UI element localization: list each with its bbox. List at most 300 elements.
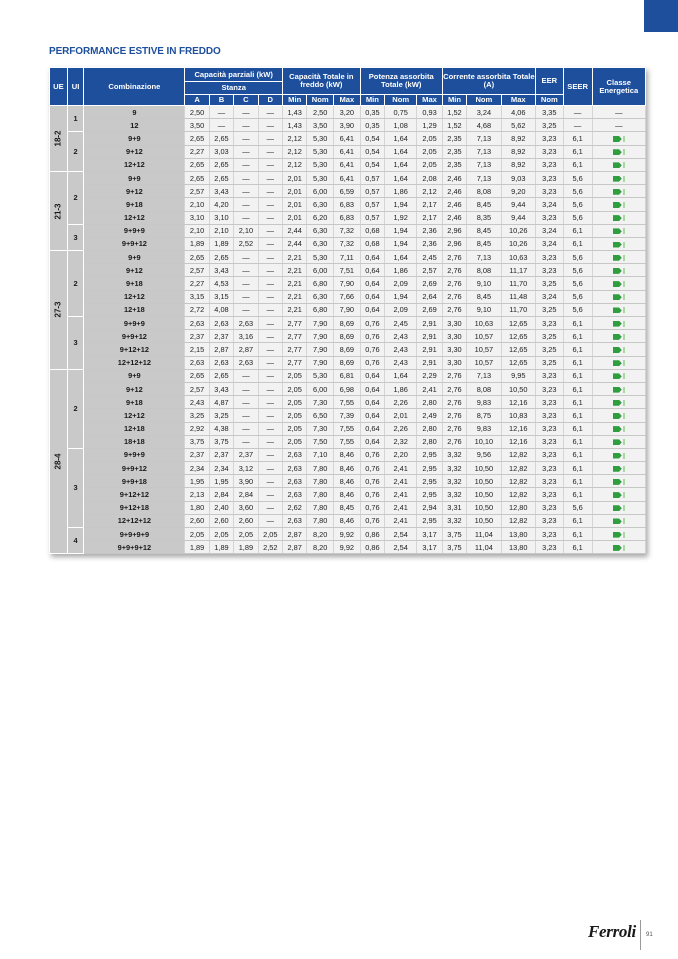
value-cell: 3,15 <box>185 290 209 303</box>
classe-energetica-cell <box>592 264 645 277</box>
value-cell: 7,13 <box>467 132 501 145</box>
value-cell: — <box>234 409 258 422</box>
header-classe-energetica: Classe Energetica <box>592 68 645 106</box>
classe-energetica-cell <box>592 528 645 541</box>
value-cell: 6,30 <box>307 237 334 250</box>
value-cell: 8,45 <box>334 501 361 514</box>
page-title: PERFORMANCE ESTIVE IN FREDDO <box>49 46 221 57</box>
classe-energetica-cell <box>592 251 645 264</box>
value-cell: 9,56 <box>467 448 501 461</box>
value-cell: 2,52 <box>234 237 258 250</box>
value-cell: 6,83 <box>334 198 361 211</box>
value-cell: 12,82 <box>501 488 535 501</box>
value-cell: 10,50 <box>467 462 501 475</box>
value-cell: 6,41 <box>334 158 361 171</box>
value-cell: 6,1 <box>563 369 592 382</box>
value-cell: 2,64 <box>417 290 443 303</box>
value-cell: 0,57 <box>360 171 384 184</box>
value-cell: 2,96 <box>442 237 466 250</box>
table-row <box>50 211 646 224</box>
value-cell: 8,92 <box>501 132 535 145</box>
classe-energetica-cell <box>592 541 645 554</box>
value-cell: 2,40 <box>209 501 233 514</box>
ui-count-cell: 1 <box>67 106 84 132</box>
value-cell: 9,10 <box>467 277 501 290</box>
value-cell: 0,54 <box>360 145 384 158</box>
value-cell: 2,05 <box>283 369 307 382</box>
header-cor-nom: Nom <box>467 95 501 106</box>
classe-energetica-cell <box>592 132 645 145</box>
value-cell: 2,41 <box>385 488 417 501</box>
value-cell: 2,72 <box>185 303 209 316</box>
value-cell: 2,32 <box>385 435 417 448</box>
classe-energetica-cell <box>592 171 645 184</box>
value-cell: 6,1 <box>563 145 592 158</box>
value-cell: 0,57 <box>360 185 384 198</box>
value-cell: — <box>209 106 233 119</box>
value-cell: 2,65 <box>209 251 233 264</box>
value-cell: 7,51 <box>334 264 361 277</box>
value-cell: 11,04 <box>467 541 501 554</box>
value-cell: 2,63 <box>283 448 307 461</box>
value-cell: 7,50 <box>307 435 334 448</box>
value-cell: 7,90 <box>334 277 361 290</box>
value-cell: 2,77 <box>283 330 307 343</box>
value-cell: 2,01 <box>385 409 417 422</box>
value-cell: 6,1 <box>563 409 592 422</box>
value-cell: 7,55 <box>334 422 361 435</box>
value-cell: 7,10 <box>307 448 334 461</box>
value-cell: — <box>258 435 282 448</box>
value-cell: 1,89 <box>185 237 209 250</box>
value-cell: 8,08 <box>467 264 501 277</box>
value-cell: 2,27 <box>185 145 209 158</box>
ferroli-logo <box>588 922 636 942</box>
ui-count-cell: 3 <box>67 224 84 250</box>
combinazione-cell: 9+9+9+12 <box>84 541 185 554</box>
value-cell: 2,37 <box>234 448 258 461</box>
header-capacita-totale: Capacità Totale in freddo (kW) <box>283 68 361 95</box>
value-cell: — <box>258 158 282 171</box>
value-cell: 5,62 <box>501 119 535 132</box>
value-cell: 3,24 <box>535 198 563 211</box>
value-cell: 2,65 <box>185 171 209 184</box>
value-cell: 3,32 <box>442 514 466 527</box>
value-cell: 8,20 <box>307 541 334 554</box>
value-cell: — <box>234 132 258 145</box>
value-cell: 2,80 <box>417 422 443 435</box>
value-cell: 2,44 <box>283 237 307 250</box>
table-row <box>50 356 646 369</box>
table-row <box>50 501 646 514</box>
value-cell: 2,21 <box>283 303 307 316</box>
value-cell: 2,57 <box>185 264 209 277</box>
value-cell: 7,90 <box>307 343 334 356</box>
combinazione-cell: 9+9+12 <box>84 330 185 343</box>
value-cell: 2,01 <box>283 198 307 211</box>
value-cell: 2,46 <box>442 185 466 198</box>
value-cell: 1,94 <box>385 198 417 211</box>
energy-class-badge-icon <box>613 426 625 432</box>
value-cell: 2,36 <box>417 224 443 237</box>
energy-class-badge-icon <box>613 189 625 195</box>
value-cell: — <box>563 106 592 119</box>
value-cell: 11,48 <box>501 290 535 303</box>
value-cell: 3,25 <box>535 119 563 132</box>
value-cell: 8,92 <box>501 145 535 158</box>
header-eer: EER <box>535 68 563 95</box>
value-cell: 7,90 <box>307 330 334 343</box>
value-cell: 0,75 <box>385 106 417 119</box>
value-cell: 2,63 <box>283 488 307 501</box>
value-cell: 3,23 <box>535 528 563 541</box>
value-cell: 3,23 <box>535 448 563 461</box>
header-pot-max: Max <box>417 95 443 106</box>
value-cell: 2,76 <box>442 277 466 290</box>
value-cell: 7,66 <box>334 290 361 303</box>
value-cell: 2,05 <box>185 528 209 541</box>
value-cell: 13,80 <box>501 528 535 541</box>
value-cell: 1,80 <box>185 501 209 514</box>
value-cell: 3,30 <box>442 356 466 369</box>
value-cell: 5,6 <box>563 251 592 264</box>
ue-model-label: 21-3 <box>53 202 63 220</box>
value-cell: 6,1 <box>563 396 592 409</box>
value-cell: 2,50 <box>307 106 334 119</box>
combinazione-cell: 9+9 <box>84 171 185 184</box>
value-cell: 2,91 <box>417 343 443 356</box>
value-cell: — <box>234 435 258 448</box>
value-cell: 3,30 <box>442 317 466 330</box>
value-cell: 2,17 <box>417 211 443 224</box>
ue-model-cell <box>50 171 68 250</box>
combinazione-cell: 9+12+18 <box>84 501 185 514</box>
value-cell: 6,00 <box>307 264 334 277</box>
value-cell: 3,25 <box>535 277 563 290</box>
value-cell: 2,76 <box>442 382 466 395</box>
value-cell: 2,62 <box>283 501 307 514</box>
value-cell: 3,23 <box>535 251 563 264</box>
value-cell: 0,35 <box>360 106 384 119</box>
value-cell: 2,15 <box>185 343 209 356</box>
value-cell: 2,76 <box>442 409 466 422</box>
value-cell: 3,25 <box>209 409 233 422</box>
value-cell: 0,64 <box>360 382 384 395</box>
ui-count-cell: 3 <box>67 317 84 370</box>
value-cell: 0,86 <box>360 541 384 554</box>
value-cell: 0,64 <box>360 264 384 277</box>
value-cell: 2,05 <box>417 158 443 171</box>
value-cell: 8,35 <box>467 211 501 224</box>
value-cell: 3,75 <box>442 528 466 541</box>
value-cell: 8,46 <box>334 462 361 475</box>
value-cell: 6,80 <box>307 303 334 316</box>
energy-class-badge-icon <box>613 387 625 393</box>
value-cell: 2,57 <box>417 264 443 277</box>
value-cell: 4,06 <box>501 106 535 119</box>
energy-class-badge-icon <box>613 281 625 287</box>
classe-energetica-cell <box>592 422 645 435</box>
value-cell: 4,08 <box>209 303 233 316</box>
value-cell: 5,30 <box>307 171 334 184</box>
value-cell: 3,23 <box>535 462 563 475</box>
value-cell: 2,69 <box>417 303 443 316</box>
value-cell: 2,84 <box>234 488 258 501</box>
value-cell: 7,13 <box>467 369 501 382</box>
value-cell: 7,80 <box>307 462 334 475</box>
value-cell: 4,38 <box>209 422 233 435</box>
value-cell: 1,86 <box>385 185 417 198</box>
value-cell: 3,10 <box>209 211 233 224</box>
combinazione-cell: 9+12 <box>84 145 185 158</box>
value-cell: 9,83 <box>467 396 501 409</box>
value-cell: 5,6 <box>563 501 592 514</box>
value-cell: 1,89 <box>234 541 258 554</box>
ue-model-cell <box>50 106 68 172</box>
value-cell: 2,87 <box>283 528 307 541</box>
value-cell: 3,23 <box>535 514 563 527</box>
value-cell: — <box>234 396 258 409</box>
value-cell: 0,76 <box>360 501 384 514</box>
value-cell: 2,10 <box>185 198 209 211</box>
value-cell: 2,76 <box>442 303 466 316</box>
value-cell: 12,80 <box>501 501 535 514</box>
value-cell: 8,46 <box>334 488 361 501</box>
value-cell: — <box>258 475 282 488</box>
value-cell: 4,87 <box>209 396 233 409</box>
performance-table <box>49 67 646 554</box>
value-cell: 10,57 <box>467 330 501 343</box>
value-cell: 1,94 <box>385 290 417 303</box>
ui-count-cell: 2 <box>67 251 84 317</box>
classe-energetica-cell <box>592 356 645 369</box>
value-cell: 5,30 <box>307 158 334 171</box>
value-cell: — <box>209 119 233 132</box>
value-cell: 5,6 <box>563 264 592 277</box>
value-cell: 10,50 <box>467 501 501 514</box>
combinazione-cell: 9+9+9 <box>84 448 185 461</box>
value-cell: 2,65 <box>209 171 233 184</box>
value-cell: 2,12 <box>417 185 443 198</box>
energy-class-badge-icon <box>613 242 625 248</box>
value-cell: 2,36 <box>417 237 443 250</box>
combinazione-cell: 9+12 <box>84 382 185 395</box>
value-cell: 0,64 <box>360 409 384 422</box>
value-cell: 6,30 <box>307 290 334 303</box>
energy-class-badge-icon <box>613 228 625 234</box>
value-cell: 7,90 <box>307 356 334 369</box>
value-cell: — <box>234 211 258 224</box>
value-cell: 2,80 <box>417 396 443 409</box>
table-row <box>50 237 646 250</box>
value-cell: 2,77 <box>283 343 307 356</box>
value-cell: 2,63 <box>283 514 307 527</box>
value-cell: 2,54 <box>385 541 417 554</box>
value-cell: 0,57 <box>360 211 384 224</box>
value-cell: 8,46 <box>334 448 361 461</box>
value-cell: 3,75 <box>185 435 209 448</box>
value-cell: 2,41 <box>385 475 417 488</box>
value-cell: 3,23 <box>535 211 563 224</box>
value-cell: 6,1 <box>563 448 592 461</box>
value-cell: 2,95 <box>417 448 443 461</box>
combinazione-cell: 18+18 <box>84 435 185 448</box>
value-cell: 8,46 <box>334 514 361 527</box>
value-cell: 2,65 <box>185 251 209 264</box>
energy-class-badge-icon <box>613 268 625 274</box>
value-cell: 2,37 <box>185 330 209 343</box>
value-cell: — <box>258 251 282 264</box>
value-cell: 1,95 <box>209 475 233 488</box>
combinazione-cell: 9+12+12 <box>84 343 185 356</box>
value-cell: 2,65 <box>185 369 209 382</box>
value-cell: 6,50 <box>307 409 334 422</box>
value-cell: 0,86 <box>360 528 384 541</box>
value-cell: 1,94 <box>385 224 417 237</box>
value-cell: 3,31 <box>442 501 466 514</box>
header-eer-nom: Nom <box>535 95 563 106</box>
value-cell: 2,87 <box>283 541 307 554</box>
value-cell: 12,82 <box>501 514 535 527</box>
value-cell: — <box>258 462 282 475</box>
value-cell: 6,30 <box>307 224 334 237</box>
value-cell: 6,41 <box>334 145 361 158</box>
value-cell: — <box>234 290 258 303</box>
value-cell: 5,30 <box>307 251 334 264</box>
combinazione-cell: 9+9+12 <box>84 237 185 250</box>
header-cap-min: Min <box>283 95 307 106</box>
table-row <box>50 448 646 461</box>
value-cell: 2,17 <box>417 198 443 211</box>
value-cell: 6,98 <box>334 382 361 395</box>
value-cell: 3,17 <box>417 528 443 541</box>
value-cell: 3,43 <box>209 382 233 395</box>
value-cell: 6,1 <box>563 528 592 541</box>
value-cell: — <box>234 303 258 316</box>
classe-energetica-cell <box>592 317 645 330</box>
value-cell: 2,63 <box>234 317 258 330</box>
table-row <box>50 409 646 422</box>
ui-count-cell: 2 <box>67 132 84 172</box>
value-cell: — <box>258 185 282 198</box>
ue-model-label: 28-4 <box>53 453 63 470</box>
value-cell: 6,41 <box>334 171 361 184</box>
header-room-a: A <box>185 95 209 106</box>
value-cell: — <box>258 396 282 409</box>
value-cell: 2,10 <box>185 224 209 237</box>
value-cell: 2,26 <box>385 396 417 409</box>
value-cell: 1,89 <box>185 541 209 554</box>
value-cell: 3,23 <box>535 475 563 488</box>
table-row <box>50 290 646 303</box>
value-cell: 2,10 <box>209 224 233 237</box>
value-cell: 2,29 <box>417 369 443 382</box>
value-cell: 3,23 <box>535 158 563 171</box>
value-cell: 5,30 <box>307 369 334 382</box>
value-cell: 3,25 <box>535 343 563 356</box>
value-cell: 3,60 <box>234 501 258 514</box>
value-cell: 2,95 <box>417 488 443 501</box>
value-cell: 2,05 <box>417 132 443 145</box>
value-cell: 2,77 <box>283 356 307 369</box>
value-cell: 2,37 <box>209 330 233 343</box>
classe-energetica-cell <box>592 475 645 488</box>
value-cell: 7,80 <box>307 514 334 527</box>
value-cell: 2,60 <box>234 514 258 527</box>
value-cell: 1,64 <box>385 171 417 184</box>
value-cell: 2,37 <box>209 448 233 461</box>
value-cell: 2,05 <box>258 528 282 541</box>
value-cell: — <box>234 369 258 382</box>
value-cell: 3,50 <box>185 119 209 132</box>
value-cell: 6,1 <box>563 158 592 171</box>
value-cell: — <box>258 277 282 290</box>
classe-energetica-cell <box>592 303 645 316</box>
value-cell: — <box>563 119 592 132</box>
value-cell: 5,6 <box>563 185 592 198</box>
value-cell: 5,6 <box>563 198 592 211</box>
value-cell: 3,10 <box>185 211 209 224</box>
energy-class-badge-icon <box>613 215 625 221</box>
value-cell: 3,20 <box>334 106 361 119</box>
energy-class-badge-icon <box>613 518 625 524</box>
value-cell: 8,69 <box>334 330 361 343</box>
value-cell: 2,01 <box>283 185 307 198</box>
value-cell: 6,59 <box>334 185 361 198</box>
value-cell: 2,95 <box>417 475 443 488</box>
value-cell: 3,03 <box>209 145 233 158</box>
value-cell: 7,90 <box>307 317 334 330</box>
value-cell: 9,92 <box>334 528 361 541</box>
table-row <box>50 171 646 184</box>
value-cell: — <box>258 343 282 356</box>
value-cell: 2,46 <box>442 171 466 184</box>
energy-class-badge-icon <box>613 373 625 379</box>
performance-table-container <box>49 67 646 554</box>
value-cell: 2,10 <box>234 224 258 237</box>
value-cell: 1,89 <box>209 237 233 250</box>
value-cell: 6,80 <box>307 277 334 290</box>
header-seer: SEER <box>563 68 592 106</box>
value-cell: 0,64 <box>360 290 384 303</box>
table-row <box>50 185 646 198</box>
value-cell: 10,26 <box>501 237 535 250</box>
combinazione-cell: 9+9+9 <box>84 317 185 330</box>
value-cell: 7,13 <box>467 171 501 184</box>
energy-class-badge-icon <box>613 176 625 182</box>
value-cell: 1,95 <box>185 475 209 488</box>
value-cell: 2,45 <box>385 317 417 330</box>
value-cell: — <box>234 382 258 395</box>
value-cell: 0,76 <box>360 462 384 475</box>
value-cell: — <box>258 330 282 343</box>
value-cell: 6,1 <box>563 475 592 488</box>
header-cor-min: Min <box>442 95 466 106</box>
value-cell: 2,80 <box>417 435 443 448</box>
value-cell: 2,05 <box>283 422 307 435</box>
ue-model-label: 18-2 <box>53 130 63 147</box>
value-cell: 2,52 <box>258 541 282 554</box>
value-cell: 2,87 <box>234 343 258 356</box>
energy-class-badge-icon <box>613 400 625 406</box>
value-cell: 9,03 <box>501 171 535 184</box>
value-cell: 7,55 <box>334 435 361 448</box>
value-cell: 8,45 <box>467 290 501 303</box>
value-cell: 2,91 <box>417 330 443 343</box>
value-cell: 2,12 <box>283 158 307 171</box>
table-row <box>50 514 646 527</box>
value-cell: 3,23 <box>535 369 563 382</box>
